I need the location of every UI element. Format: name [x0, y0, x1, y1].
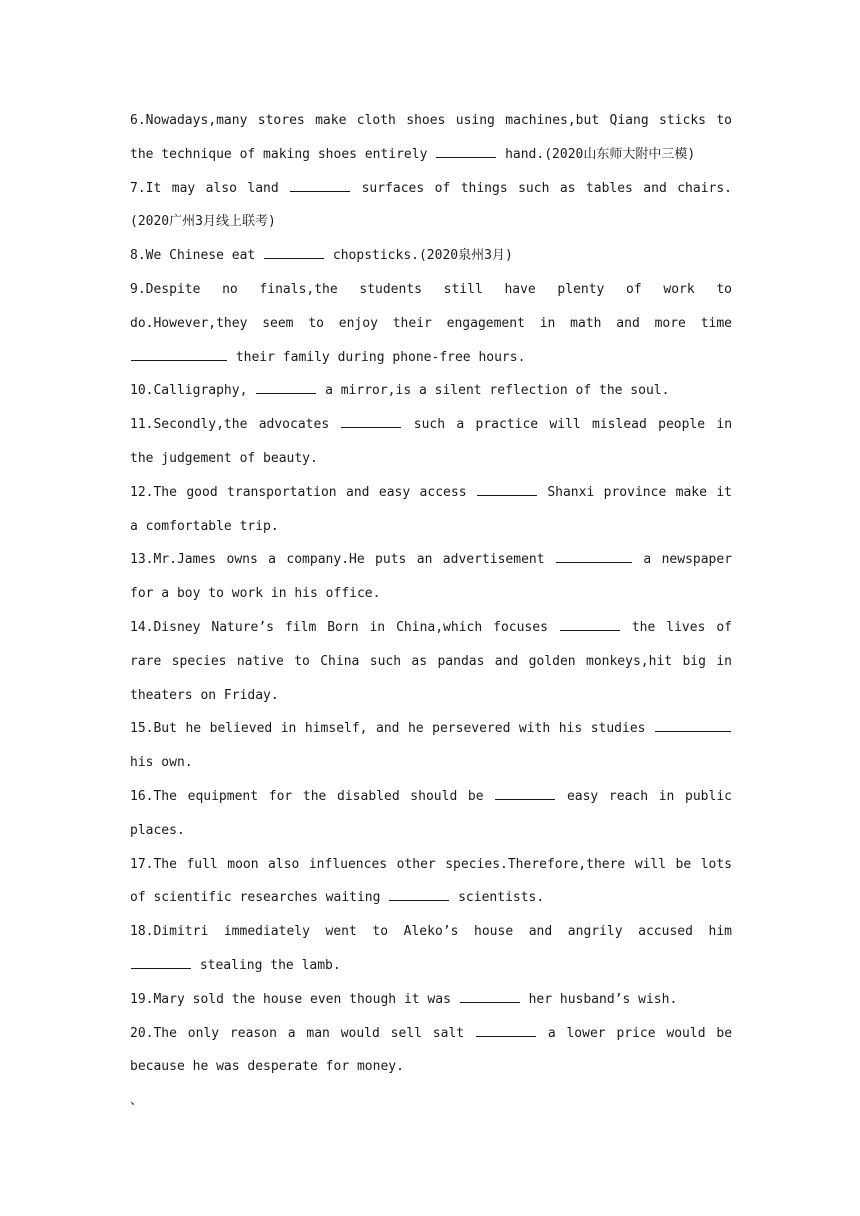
question-number: 20. — [130, 1025, 154, 1041]
question-number: 11. — [130, 417, 154, 433]
question-number: 18. — [130, 924, 154, 940]
question-item — [130, 104, 732, 172]
question-text-before: Calligraphy, — [153, 383, 248, 399]
answer-blank[interactable] — [131, 954, 191, 969]
question-item — [130, 273, 732, 374]
question-number: 14. — [130, 619, 154, 635]
question-text-after: easy reach in public places. — [130, 788, 732, 838]
question-item — [130, 780, 732, 848]
question-text-after: a mirror,is a silent reflection of the soul. — [325, 383, 670, 399]
question-text-before: But he believed in himself, and he persevered with his studies — [153, 721, 646, 737]
question-text-after: hand.(2020山东师大附中三模) — [505, 146, 696, 162]
question-text-before: Dimitri immediately went to Aleko’s house and angrily accused him — [153, 924, 732, 940]
answer-blank[interactable] — [264, 244, 324, 259]
question-text-before: The equipment for the disabled should be — [153, 788, 484, 804]
question-text-after: such a practice will mislead people in the judgement of beauty. — [130, 417, 733, 466]
answer-blank[interactable] — [477, 481, 537, 496]
answer-blank[interactable] — [476, 1022, 536, 1037]
worksheet-page — [130, 104, 732, 1118]
question-number: 8. — [130, 248, 146, 264]
answer-blank[interactable] — [495, 785, 555, 800]
question-number: 13. — [130, 552, 154, 568]
question-item — [130, 983, 732, 1017]
question-text-before: The full moon also influences other species.Therefore,there will be lots of scientific researches waiting — [130, 856, 732, 906]
question-text-after: stealing the lamb. — [199, 957, 341, 973]
answer-blank[interactable] — [556, 548, 632, 563]
question-item — [130, 848, 732, 916]
answer-blank[interactable] — [131, 346, 227, 361]
question-text-before: Mary sold the house even though it was — [153, 991, 451, 1007]
question-item — [130, 543, 732, 611]
question-number: 10. — [130, 383, 154, 399]
question-text-after: Shanxi province make it a comfortable trip. — [130, 484, 733, 534]
question-item — [130, 611, 732, 712]
question-item — [130, 239, 732, 273]
question-number: 7. — [130, 180, 146, 196]
question-text-after: surfaces of things such as tables and chairs.(2020广州3月线上联考) — [130, 180, 733, 230]
question-text-after: the lives of rare species native to China such as pandas and golden monkeys,hit big in theaters on Friday. — [130, 619, 732, 703]
question-text-before: Nowadays,many stores make cloth shoes using machines,but Qiang sticks to the technique of making shoes entirely — [130, 113, 732, 162]
answer-blank[interactable] — [256, 379, 316, 394]
question-item — [130, 712, 732, 780]
question-text-before: Mr.James owns a company.He puts an advertisement — [153, 552, 545, 568]
question-text-before: The good transportation and easy access — [153, 484, 467, 500]
question-text-before: Disney Nature’s film Born in China,which focuses — [153, 619, 548, 635]
question-item — [130, 374, 732, 408]
question-text-after: a lower price would be because he was desperate for money. — [130, 1025, 733, 1075]
question-number: 19. — [130, 991, 154, 1007]
answer-blank[interactable] — [460, 988, 520, 1003]
question-text-after: chopsticks.(2020泉州3月) — [332, 248, 513, 264]
question-number: 15. — [130, 721, 154, 737]
question-text-after: scientists. — [458, 890, 545, 906]
question-text-before: It may also land — [145, 180, 279, 196]
question-item — [130, 476, 732, 544]
answer-blank[interactable] — [389, 886, 449, 901]
question-number: 9. — [130, 281, 146, 297]
trailing-mark: 、 — [130, 1093, 144, 1109]
answer-blank[interactable] — [655, 717, 731, 732]
question-text-after: his own. — [130, 755, 193, 771]
question-number: 17. — [130, 856, 154, 872]
question-number: 12. — [130, 484, 154, 500]
answer-blank[interactable] — [436, 143, 496, 158]
question-text-before: The only reason a man would sell salt — [153, 1025, 465, 1041]
question-text-after: their family during phone-free hours. — [235, 349, 526, 365]
question-text-after: her husband’s wish. — [528, 991, 678, 1007]
answer-blank[interactable] — [560, 616, 620, 631]
question-item — [130, 172, 732, 240]
question-number: 6. — [130, 113, 146, 128]
answer-blank[interactable] — [341, 413, 401, 428]
answer-blank[interactable] — [290, 177, 350, 192]
question-text-before: Despite no finals,the students still have plenty of work to do.However,they seem to enjoy their engagement in math and more time — [130, 281, 732, 331]
question-text-before: Secondly,the advocates — [153, 417, 330, 433]
question-number: 16. — [130, 788, 154, 804]
question-item — [130, 408, 732, 476]
question-text-after: a newspaper for a boy to work in his office. — [130, 552, 733, 602]
question-item — [130, 1017, 732, 1085]
question-text-before: We Chinese eat — [145, 248, 256, 264]
question-item — [130, 915, 732, 983]
